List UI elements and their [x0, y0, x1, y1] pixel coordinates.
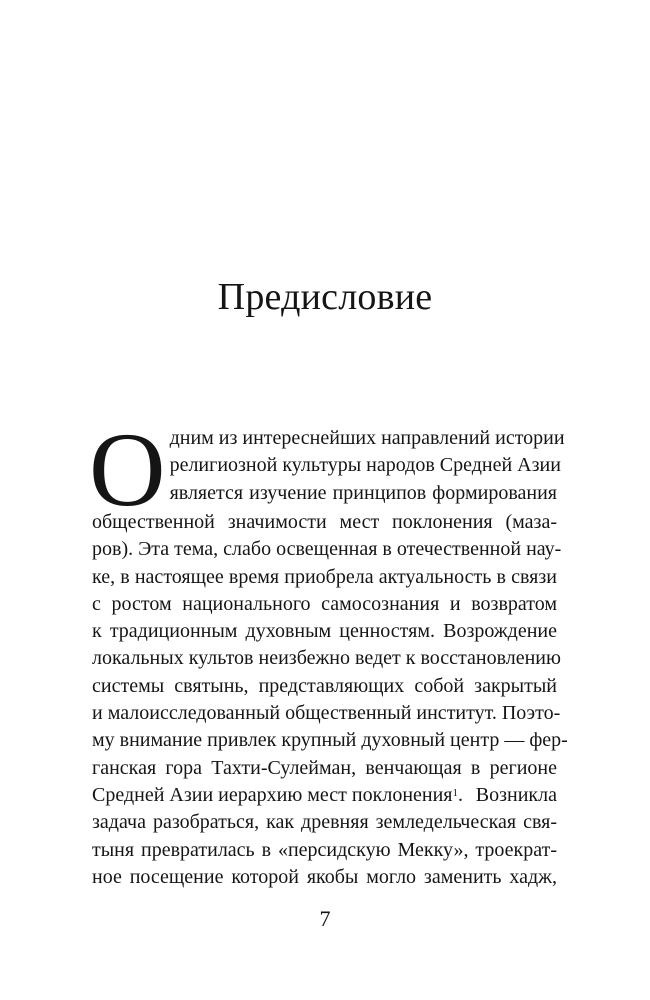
text-line: локальных культов неизбежно ведет к восстановлению	[92, 647, 561, 670]
text-line: является изучение принципов формирования	[169, 481, 557, 504]
text-line: к традиционным духовным ценностям. Возрождение	[92, 620, 557, 643]
text-line: му внимание привлек крупный духовный центр — фер-	[92, 729, 568, 752]
text-line: тыня превратилась в «персидскую Мекку», троекрат-	[92, 838, 557, 861]
page-number: 7	[319, 906, 331, 931]
text-line: системы святынь, представляющих собой закрытый	[92, 674, 557, 697]
text-line: ров). Эта тема, слабо освещенная в отечественной нау-	[92, 538, 562, 561]
body-paragraph	[89, 411, 568, 891]
text-line: с ростом национального самосознания и возвратом	[92, 592, 557, 615]
text-line: ке, в настоящее время приобрела актуальность в связи	[92, 565, 557, 588]
text-line: религиозной культуры народов Средней Азии	[169, 454, 561, 477]
text-line-end: . Возникла	[458, 783, 557, 806]
drop-cap: О	[89, 411, 166, 528]
footnote-marker: 1	[452, 786, 458, 799]
text-line: дним из интереснейших направлений истории	[169, 427, 565, 449]
chapter-heading: Предисловие	[217, 276, 433, 318]
text-line-start: Средней Азии иерархию мест поклонения	[92, 783, 453, 806]
text-line-with-footnote	[92, 782, 557, 809]
text-line: ганская гора Тахти-Сулейман, венчающая в регионе	[92, 756, 557, 779]
text-line: ное посещение которой якобы могло заменить хадж,	[92, 865, 557, 888]
text-line: общественной значимости мест поклонения (маза-	[92, 511, 557, 533]
text-line: и малоисследованный общественный институт. Поэто-	[92, 702, 561, 725]
text-line: задача разобраться, как древняя земледельческая свя-	[92, 811, 557, 834]
